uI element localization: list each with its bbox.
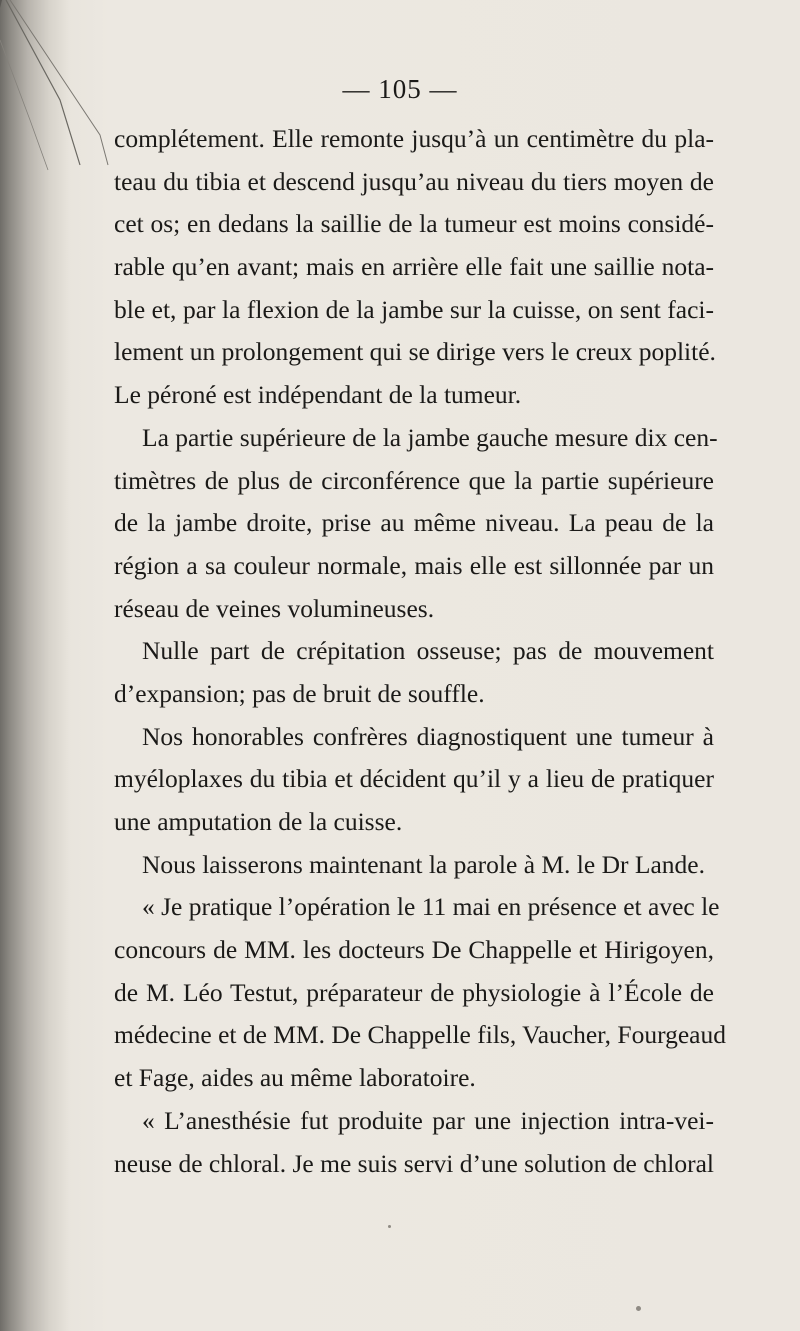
text-line: Nous laisserons maintenant la parole à M. le Dr Lande. bbox=[142, 849, 705, 879]
text-line: médecine et de MM. De Chappelle fils, Vaucher, Fourgeaud bbox=[114, 1020, 726, 1050]
text-line: d’expansion; pas de bruit de souffle. bbox=[114, 678, 485, 708]
text-line: Le péroné est indépendant de la tumeur. bbox=[114, 380, 522, 410]
text-line: concours de MM. les docteurs De Chappelle et Hirigoyen, bbox=[114, 935, 714, 965]
text-line: cet os; en dedans la saillie de la tumeur est moins considé- bbox=[114, 209, 714, 239]
text-line: de la jambe droite, prise au même niveau. La peau de la bbox=[114, 508, 714, 538]
text-line: et Fage, aides au même laboratoire. bbox=[114, 1063, 476, 1093]
paper-speck bbox=[388, 1225, 391, 1228]
text-line: « L’anesthésie fut produite par une injection intra-vei- bbox=[142, 1105, 714, 1135]
text-line: rable qu’en avant; mais en arrière elle fait une saillie nota- bbox=[114, 252, 714, 282]
body-text bbox=[114, 118, 726, 1185]
text-line: Nos honorables confrères diagnostiquent une tumeur à bbox=[142, 721, 714, 751]
text-line: de M. Léo Testut, préparateur de physiologie à l’École de bbox=[114, 977, 714, 1007]
text-line: région a sa couleur normale, mais elle est sillonnée par un bbox=[114, 550, 714, 580]
text-line: Nulle part de crépitation osseuse; pas de mouvement bbox=[142, 636, 714, 666]
text-line: ble et, par la flexion de la jambe sur la cuisse, on sent faci- bbox=[114, 294, 714, 324]
text-line: timètres de plus de circonférence que la partie supérieure bbox=[114, 465, 714, 495]
text-line: une amputation de la cuisse. bbox=[114, 807, 403, 836]
paper-speck bbox=[636, 1306, 641, 1311]
text-line: « Je pratique l’opération le 11 mai en présence et avec le bbox=[142, 892, 720, 922]
text-line: réseau de veines volumineuses. bbox=[114, 593, 435, 623]
text-line: myéloplaxes du tibia et décident qu’il y a lieu de pratiquer bbox=[114, 764, 714, 794]
text-line: teau du tibia et descend jusqu’au niveau du tiers moyen de bbox=[114, 166, 714, 196]
text-line: neuse de chloral. Je me suis servi d’une solution de chloral bbox=[114, 1148, 714, 1178]
page-number: — 105 — bbox=[342, 74, 458, 104]
text-line: lement un prolongement qui se dirige vers le creux poplité. bbox=[114, 337, 716, 367]
text-line: La partie supérieure de la jambe gauche mesure dix cen- bbox=[142, 422, 718, 452]
text-line: complétement. Elle remonte jusqu’à un centimètre du pla- bbox=[114, 124, 714, 153]
